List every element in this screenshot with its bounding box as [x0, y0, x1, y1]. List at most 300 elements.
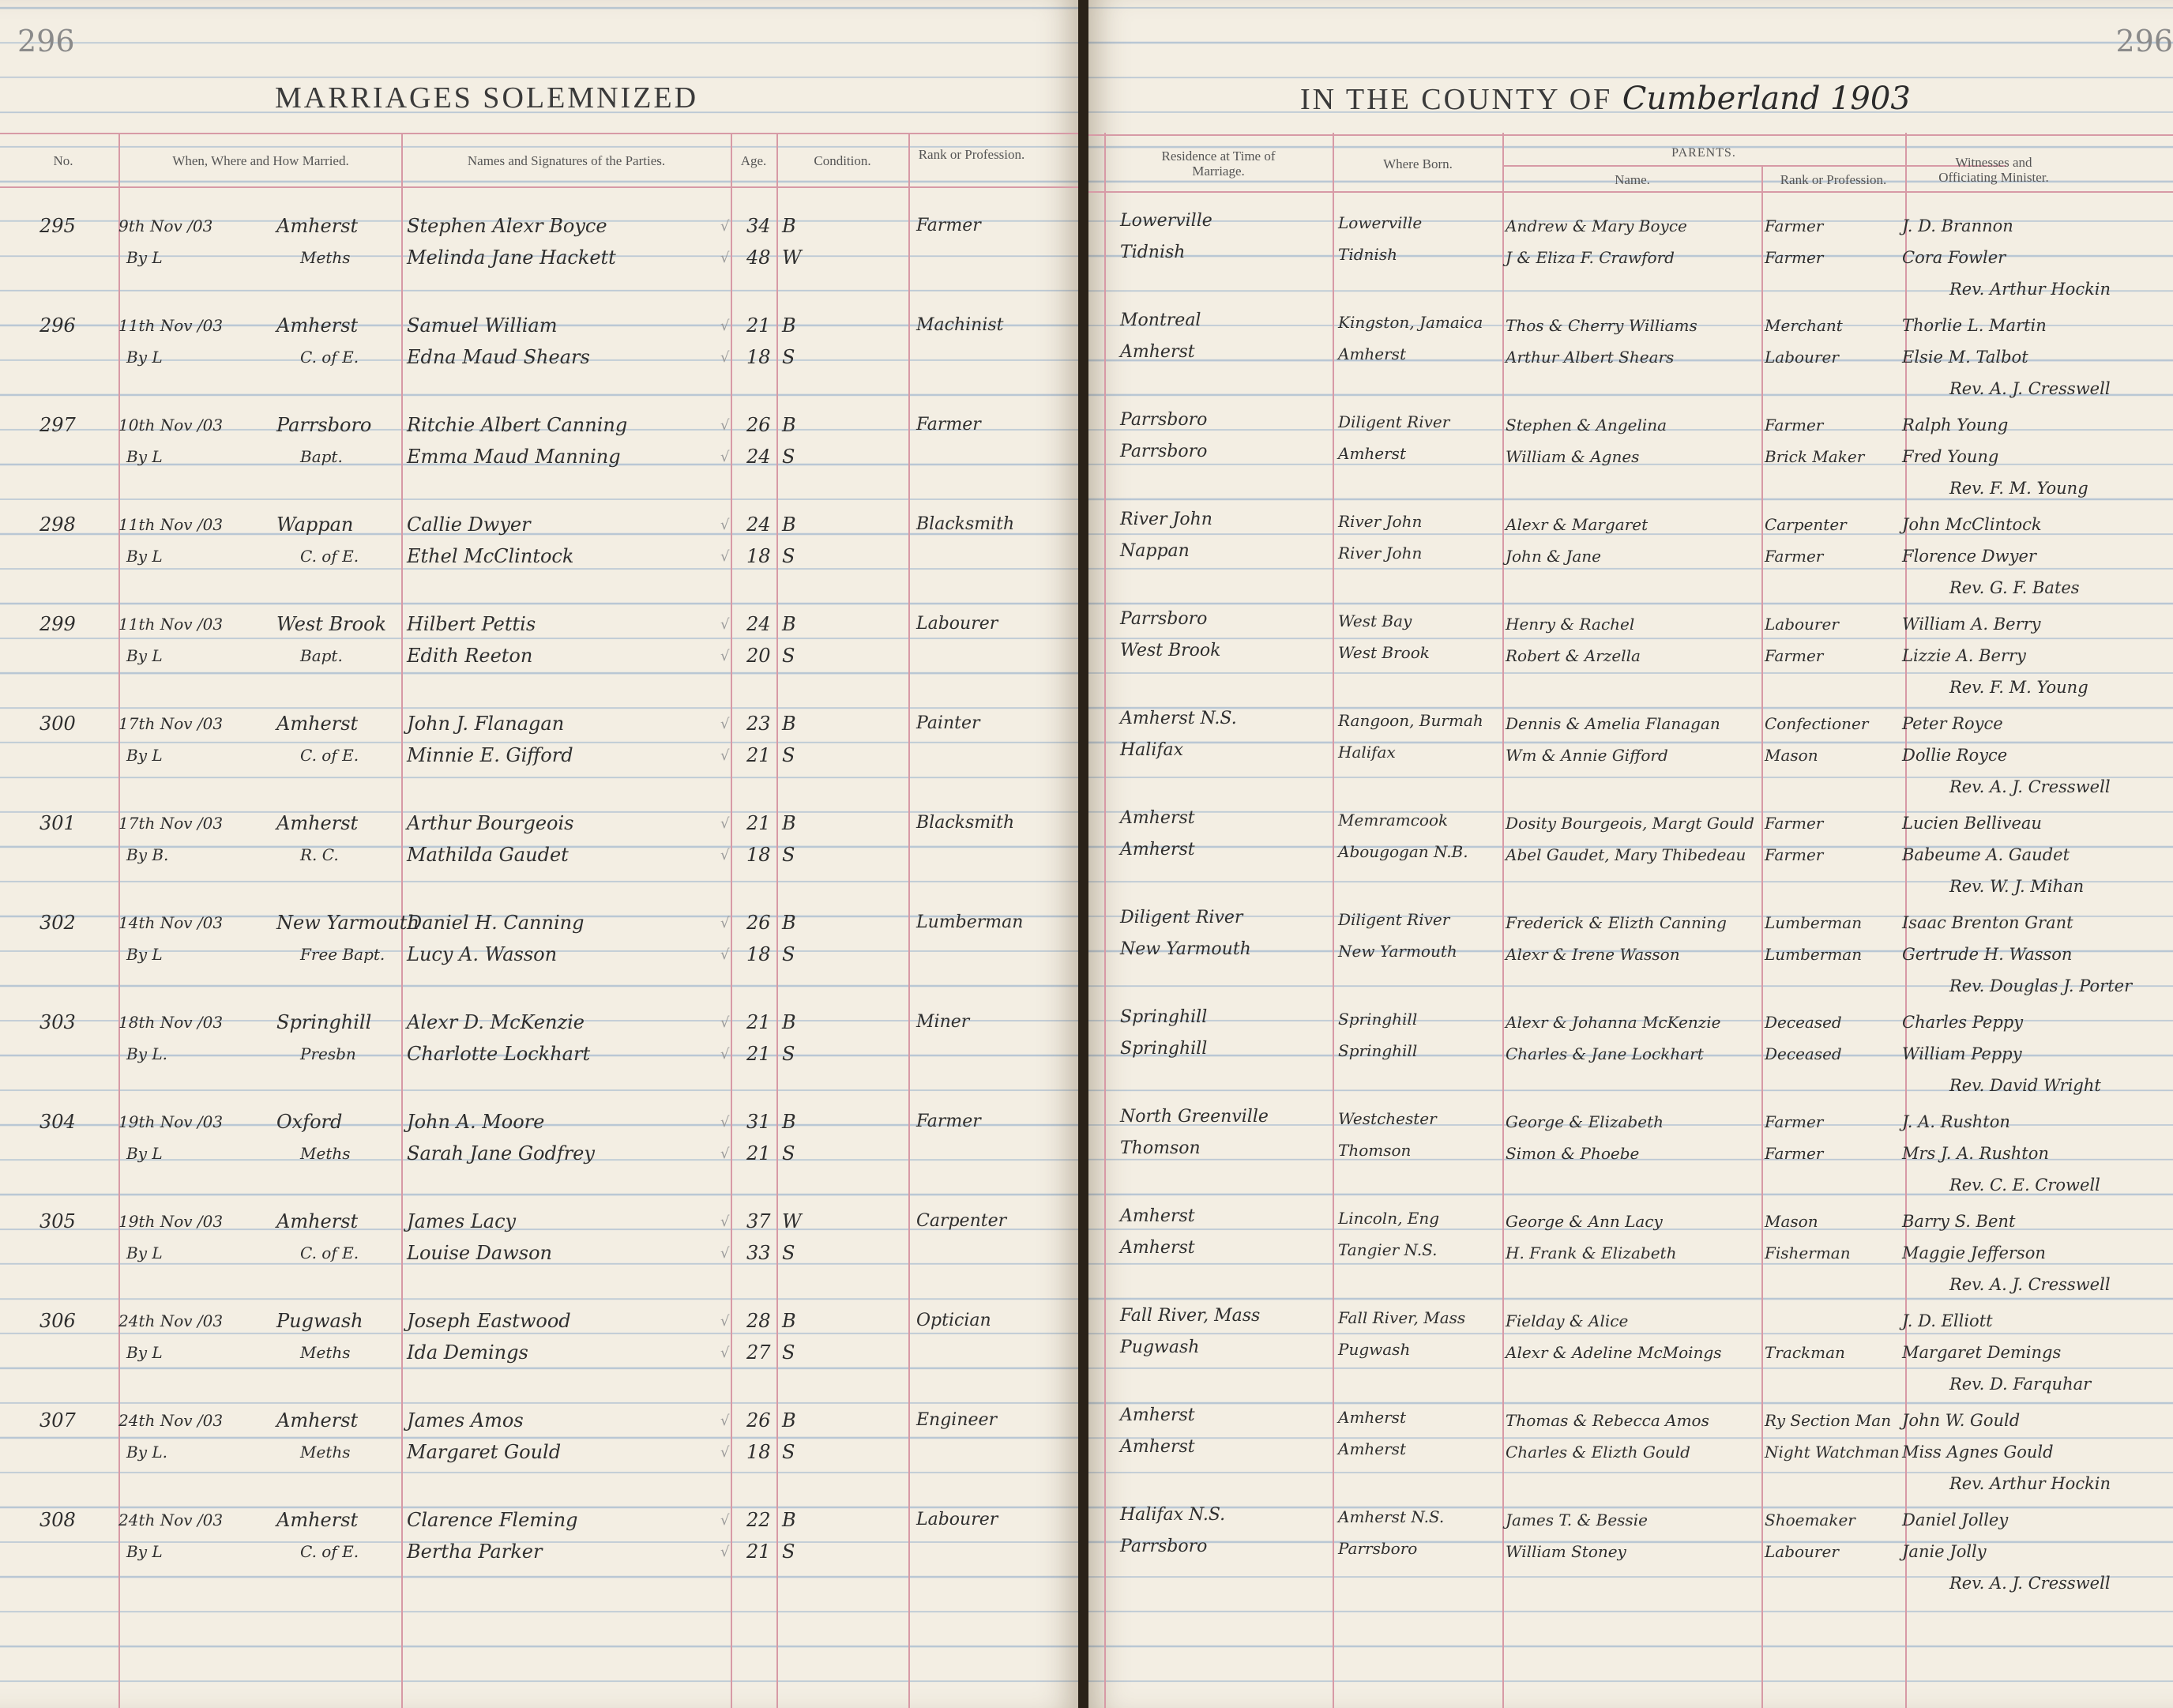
groom-condition: B	[782, 912, 796, 934]
groom-parents: Dennis & Amelia Flanagan	[1506, 714, 1720, 733]
denomination: Meths	[300, 1144, 351, 1163]
bride-name: Emma Maud Manning	[407, 446, 621, 468]
column-rule	[1761, 165, 1763, 1708]
check-mark: √	[720, 747, 730, 764]
groom-residence: Amherst	[1120, 1206, 1195, 1226]
bride-parents-rank: Labourer	[1765, 348, 1839, 367]
header-witnesses-text: Witnesses and Officiating Minister.	[1938, 155, 2049, 185]
groom-name: Clarence Fleming	[407, 1509, 578, 1531]
bride-name: Margaret Gould	[407, 1441, 562, 1463]
bride-parents-rank: Lumberman	[1765, 945, 1863, 964]
witness-one: Isaac Brenton Grant	[1902, 913, 2073, 932]
groom-birthplace: Rangoon, Burmah	[1338, 711, 1483, 730]
groom-condition: B	[782, 215, 796, 237]
groom-parents-rank: Confectioner	[1765, 714, 1869, 733]
check-mark: √	[720, 616, 730, 633]
bride-birthplace: Abougogan N.B.	[1338, 842, 1468, 861]
witness-two: Lizzie A. Berry	[1902, 646, 2026, 665]
bride-condition: S	[782, 346, 795, 368]
witness-two: Babeume A. Gaudet	[1902, 845, 2070, 864]
entry-number: 299	[39, 613, 76, 635]
bride-parents-rank: Night Watchman	[1765, 1443, 1900, 1462]
witness-one: Charles Peppy	[1902, 1013, 2024, 1032]
marriage-date: 19th Nov /03	[118, 1112, 224, 1131]
header-rank: Rank or Profession.	[918, 147, 1025, 162]
bride-residence: New Yarmouth	[1120, 939, 1251, 959]
bride-birthplace: Pugwash	[1338, 1340, 1411, 1359]
groom-residence: North Greenville	[1120, 1107, 1269, 1127]
officiating-minister: Rev. C. E. Crowell	[1949, 1176, 2100, 1194]
groom-name: Ritchie Albert Canning	[407, 414, 628, 436]
check-mark: √	[720, 815, 730, 832]
officiating-minister: Rev. David Wright	[1949, 1076, 2101, 1095]
officiating-minister: Rev. Douglas J. Porter	[1949, 976, 2133, 995]
groom-name: James Amos	[407, 1409, 524, 1431]
bride-parents-rank: Farmer	[1765, 845, 1824, 864]
bride-name: Minnie E. Gifford	[407, 744, 573, 766]
bride-birthplace: Parrsboro	[1338, 1539, 1418, 1558]
groom-name: John J. Flanagan	[407, 713, 565, 735]
bride-parents: Alexr & Adeline McMoings	[1506, 1343, 1722, 1362]
header-names: Names and Signatures of the Parties.	[467, 153, 666, 168]
header-bottom-rule	[1088, 191, 2173, 193]
groom-birthplace: Amherst N.S.	[1338, 1507, 1445, 1526]
check-mark: √	[720, 1444, 730, 1461]
license-type: By L	[126, 1144, 163, 1163]
groom-age: 34	[746, 215, 771, 237]
license-type: By L.	[126, 1443, 167, 1462]
groom-parents-rank: Farmer	[1765, 1112, 1824, 1131]
groom-parents-rank: Ry Section Man	[1765, 1411, 1892, 1430]
witness-one: Lucien Belliveau	[1902, 814, 2042, 833]
bride-birthplace: Thomson	[1338, 1141, 1412, 1160]
groom-parents: Dosity Bourgeois, Margt Gould	[1506, 814, 1754, 833]
marriage-date: 11th Nov /03	[118, 615, 224, 634]
license-type: By L	[126, 447, 163, 466]
check-mark: √	[720, 1114, 730, 1131]
groom-rank: Farmer	[916, 415, 981, 435]
denomination: Free Bapt.	[300, 945, 385, 964]
marriage-place: Amherst	[276, 1409, 359, 1431]
denomination: Bapt.	[300, 646, 343, 665]
column-rule	[1502, 133, 1504, 1708]
denomination: Presbn	[300, 1044, 356, 1063]
denomination: Meths	[300, 1343, 351, 1362]
marriage-date: 24th Nov /03	[118, 1411, 224, 1430]
check-mark: √	[720, 946, 730, 963]
bride-condition: S	[782, 844, 795, 866]
bride-residence: Thomson	[1120, 1138, 1201, 1158]
bride-condition: W	[782, 246, 802, 269]
groom-name: Alexr D. McKenzie	[407, 1011, 585, 1033]
header-condition: Condition.	[814, 153, 871, 168]
groom-rank: Machinist	[916, 315, 1004, 335]
groom-parents: Alexr & Margaret	[1506, 515, 1649, 534]
entry-number: 308	[39, 1509, 76, 1531]
officiating-minister: Rev. F. M. Young	[1949, 479, 2088, 498]
denomination: C. of E.	[300, 547, 359, 566]
denomination: R. C.	[300, 845, 339, 864]
check-mark: √	[720, 349, 730, 366]
header-top-rule	[0, 133, 1078, 134]
bride-residence: Springhill	[1120, 1039, 1208, 1059]
bride-age: 21	[746, 1142, 771, 1164]
officiating-minister: Rev. A. J. Cresswell	[1949, 777, 2111, 796]
witness-one: Daniel Jolley	[1902, 1510, 2009, 1529]
bride-birthplace: West Brook	[1338, 643, 1430, 662]
header-witnesses	[1907, 155, 2081, 185]
marriage-date: 19th Nov /03	[118, 1212, 224, 1231]
groom-parents: George & Ann Lacy	[1506, 1212, 1663, 1231]
column-rule	[1333, 133, 1334, 1708]
groom-birthplace: Amherst	[1338, 1408, 1406, 1427]
groom-residence: River John	[1120, 510, 1212, 529]
witness-two: Dollie Royce	[1902, 746, 2008, 765]
license-type: By L.	[126, 1044, 167, 1063]
groom-condition: B	[782, 1509, 796, 1531]
groom-residence: Fall River, Mass	[1120, 1306, 1261, 1326]
groom-parents: Fielday & Alice	[1506, 1311, 1629, 1330]
groom-rank: Blacksmith	[916, 813, 1015, 833]
bride-condition: S	[782, 1142, 795, 1164]
groom-birthplace: Diligent River	[1338, 412, 1450, 431]
groom-birthplace: Fall River, Mass	[1338, 1308, 1466, 1327]
bride-age: 21	[746, 744, 771, 766]
marriage-date: 11th Nov /03	[118, 316, 224, 335]
groom-parents: Andrew & Mary Boyce	[1506, 216, 1687, 235]
license-type: By L	[126, 547, 163, 566]
groom-parents-rank: Lumberman	[1765, 913, 1863, 932]
entry-number: 307	[39, 1409, 76, 1431]
groom-birthplace: Diligent River	[1338, 910, 1450, 929]
bride-parents-rank: Labourer	[1765, 1542, 1839, 1561]
marriage-date: 9th Nov /03	[118, 216, 213, 235]
check-mark: √	[720, 915, 730, 931]
check-mark: √	[720, 449, 730, 465]
header-parent-name: Name.	[1615, 172, 1650, 187]
denomination: Meths	[300, 1443, 351, 1462]
bride-residence: Parrsboro	[1120, 1537, 1208, 1556]
bride-name: Charlotte Lockhart	[407, 1043, 591, 1065]
bride-parents: William Stoney	[1506, 1542, 1626, 1561]
groom-condition: B	[782, 414, 796, 436]
groom-condition: B	[782, 613, 796, 635]
groom-parents-rank: Farmer	[1765, 814, 1824, 833]
groom-birthplace: West Bay	[1338, 611, 1412, 630]
witness-one: J. D. Elliott	[1902, 1311, 1993, 1330]
groom-birthplace: Lowerville	[1338, 213, 1423, 232]
bride-name: Ida Demings	[407, 1341, 528, 1364]
entry-number: 300	[39, 713, 76, 735]
bride-birthplace: Amherst	[1338, 444, 1406, 463]
left-page-number: 296	[17, 24, 75, 58]
groom-parents-rank: Shoemaker	[1765, 1510, 1855, 1529]
bride-parents: Robert & Arzella	[1506, 646, 1641, 665]
witness-one: J. A. Rushton	[1902, 1112, 2010, 1131]
groom-name: James Lacy	[407, 1210, 517, 1232]
entry-number: 303	[39, 1011, 76, 1033]
officiating-minister: Rev. A. J. Cresswell	[1949, 1275, 2111, 1294]
denomination: C. of E.	[300, 348, 359, 367]
entry-number: 306	[39, 1310, 76, 1332]
bride-parents: John & Jane	[1506, 547, 1601, 566]
witness-two: Mrs J. A. Rushton	[1902, 1144, 2049, 1163]
groom-birthplace: Springhill	[1338, 1010, 1418, 1029]
witness-one: William A. Berry	[1902, 615, 2041, 634]
bride-condition: S	[782, 1242, 795, 1264]
groom-parents: James T. & Bessie	[1506, 1510, 1648, 1529]
denomination: C. of E.	[300, 1243, 359, 1262]
bride-parents: Arthur Albert Shears	[1506, 348, 1675, 367]
bride-parents-rank: Mason	[1765, 746, 1818, 765]
groom-condition: W	[782, 1210, 802, 1232]
bride-parents-rank: Farmer	[1765, 1144, 1824, 1163]
check-mark: √	[720, 847, 730, 863]
entry-number: 295	[39, 215, 76, 237]
groom-name: Joseph Eastwood	[407, 1310, 571, 1332]
check-mark: √	[720, 1014, 730, 1031]
groom-residence: Diligent River	[1120, 908, 1243, 927]
bride-age: 48	[746, 246, 771, 269]
bride-parents: Wm & Annie Gifford	[1506, 746, 1668, 765]
groom-residence: Amherst	[1120, 808, 1195, 828]
groom-age: 31	[746, 1111, 771, 1133]
bride-condition: S	[782, 1441, 795, 1463]
witness-two: Gertrude H. Wasson	[1902, 945, 2073, 964]
witness-one: John W. Gould	[1902, 1411, 2021, 1430]
groom-residence: Montreal	[1120, 310, 1201, 330]
groom-condition: B	[782, 1111, 796, 1133]
entry-number: 297	[39, 414, 76, 436]
entry-number: 296	[39, 314, 76, 337]
marriage-date: 24th Nov /03	[118, 1510, 224, 1529]
groom-condition: B	[782, 314, 796, 337]
entry-number: 298	[39, 514, 76, 536]
witness-two: Elsie M. Talbot	[1902, 348, 2028, 367]
groom-residence: Halifax N.S.	[1120, 1505, 1226, 1525]
groom-rank: Farmer	[916, 1112, 981, 1131]
column-rule	[1104, 133, 1106, 1708]
groom-name: John A. Moore	[407, 1111, 545, 1133]
groom-parents: George & Elizabeth	[1506, 1112, 1664, 1131]
denomination: Meths	[300, 248, 351, 267]
column-rule	[776, 133, 778, 1708]
bride-parents-rank: Deceased	[1765, 1044, 1842, 1063]
witness-two: Janie Jolly	[1902, 1542, 1987, 1561]
bride-age: 18	[746, 844, 771, 866]
witness-two: Fred Young	[1902, 447, 1999, 466]
license-type: By L	[126, 746, 163, 765]
bride-age: 24	[746, 446, 771, 468]
bride-age: 18	[746, 545, 771, 567]
groom-age: 21	[746, 1011, 771, 1033]
bride-age: 21	[746, 1541, 771, 1563]
header-when: When, Where and How Married.	[172, 153, 349, 168]
header-residence	[1106, 149, 1331, 179]
groom-age: 21	[746, 314, 771, 337]
left-page-title: MARRIAGES SOLEMNIZED	[275, 81, 699, 115]
officiating-minister: Rev. Arthur Hockin	[1949, 280, 2111, 299]
groom-parents-rank: Mason	[1765, 1212, 1818, 1231]
header-top-rule	[1088, 134, 2173, 136]
bride-name: Edna Maud Shears	[407, 346, 590, 368]
license-type: By L	[126, 348, 163, 367]
bride-birthplace: Tangier N.S.	[1338, 1240, 1438, 1259]
bride-age: 21	[746, 1043, 771, 1065]
groom-age: 37	[746, 1210, 771, 1232]
bride-condition: S	[782, 943, 795, 965]
groom-residence: Parrsboro	[1120, 609, 1208, 629]
groom-parents-rank: Carpenter	[1765, 515, 1847, 534]
bride-name: Sarah Jane Godfrey	[407, 1142, 595, 1164]
groom-residence: Amherst	[1120, 1405, 1195, 1425]
groom-rank: Farmer	[916, 216, 981, 235]
groom-parents-rank: Deceased	[1765, 1013, 1842, 1032]
bride-residence: West Brook	[1120, 641, 1221, 660]
witness-two: Miss Agnes Gould	[1902, 1443, 2054, 1462]
marriage-place: Parrsboro	[276, 414, 372, 436]
groom-name: Callie Dwyer	[407, 514, 531, 536]
bride-residence: Tidnish	[1120, 243, 1186, 262]
bride-parents: J & Eliza F. Crawford	[1506, 248, 1675, 267]
witness-one: Barry S. Bent	[1902, 1212, 2016, 1231]
groom-age: 26	[746, 1409, 771, 1431]
groom-age: 24	[746, 514, 771, 536]
bride-name: Edith Reeton	[407, 645, 533, 667]
title-prefix: IN THE COUNTY OF	[1300, 83, 1613, 116]
bride-age: 33	[746, 1242, 771, 1264]
officiating-minister: Rev. D. Farquhar	[1949, 1375, 2092, 1394]
witness-one: J. D. Brannon	[1902, 216, 2013, 235]
groom-residence: Springhill	[1120, 1007, 1208, 1027]
entry-number: 301	[39, 812, 76, 834]
marriage-place: Wappan	[276, 514, 354, 536]
header-parents: PARENTS.	[1671, 146, 1736, 160]
bride-residence: Amherst	[1120, 840, 1195, 860]
groom-parents: Henry & Rachel	[1506, 615, 1635, 634]
marriage-place: Amherst	[276, 812, 359, 834]
check-mark: √	[720, 1313, 730, 1330]
bride-parents: Charles & Elizth Gould	[1506, 1443, 1690, 1462]
column-rule	[908, 133, 910, 1708]
license-type: By L	[126, 1243, 163, 1262]
bride-birthplace: Tidnish	[1338, 245, 1397, 264]
check-mark: √	[720, 1544, 730, 1560]
marriage-date: 11th Nov /03	[118, 515, 224, 534]
bride-parents-rank: Brick Maker	[1765, 447, 1865, 466]
check-mark: √	[720, 1245, 730, 1262]
column-rule	[731, 133, 732, 1708]
check-mark: √	[720, 318, 730, 334]
bride-condition: S	[782, 1341, 795, 1364]
license-type: By L	[126, 248, 163, 267]
groom-rank: Labourer	[916, 1510, 998, 1529]
check-mark: √	[720, 1213, 730, 1230]
register-year: 1903	[1829, 81, 1911, 117]
bride-parents: William & Agnes	[1506, 447, 1640, 466]
groom-parents: Alexr & Johanna McKenzie	[1506, 1013, 1721, 1032]
bride-name: Lucy A. Wasson	[407, 943, 558, 965]
groom-condition: B	[782, 1011, 796, 1033]
marriage-place: Amherst	[276, 314, 359, 337]
marriage-place: Amherst	[276, 1210, 359, 1232]
marriage-date: 18th Nov /03	[118, 1013, 224, 1032]
groom-parents: Thomas & Rebecca Amos	[1506, 1411, 1709, 1430]
bride-condition: S	[782, 1541, 795, 1563]
bride-name: Bertha Parker	[407, 1541, 543, 1563]
bride-parents-rank: Farmer	[1765, 646, 1824, 665]
bride-parents: H. Frank & Elizabeth	[1506, 1243, 1677, 1262]
groom-age: 23	[746, 713, 771, 735]
entry-number: 305	[39, 1210, 76, 1232]
marriage-place: Springhill	[276, 1011, 372, 1033]
header-residence-text: Residence at Time of Marriage.	[1161, 149, 1276, 179]
bride-condition: S	[782, 446, 795, 468]
groom-rank: Blacksmith	[916, 514, 1015, 534]
bride-name: Ethel McClintock	[407, 545, 574, 567]
check-mark: √	[720, 218, 730, 235]
entry-number: 302	[39, 912, 76, 934]
witness-one: Thorlie L. Martin	[1902, 316, 2047, 335]
marriage-date: 17th Nov /03	[118, 714, 224, 733]
groom-birthplace: Memramcook	[1338, 811, 1449, 830]
county-name: Cumberland	[1622, 81, 1821, 117]
left-register-page	[0, 0, 1078, 1708]
officiating-minister: Rev. W. J. Mihan	[1949, 877, 2085, 896]
bride-age: 18	[746, 346, 771, 368]
groom-rank: Painter	[916, 713, 980, 733]
marriage-date: 17th Nov /03	[118, 814, 224, 833]
groom-rank: Miner	[916, 1012, 970, 1032]
check-mark: √	[720, 716, 730, 732]
bride-residence: Amherst	[1120, 342, 1195, 362]
groom-residence: Amherst N.S.	[1120, 709, 1237, 728]
right-page-title	[1300, 81, 1911, 117]
check-mark: √	[720, 517, 730, 533]
bride-name: Mathilda Gaudet	[407, 844, 569, 866]
groom-birthplace: Kingston, Jamaica	[1338, 313, 1483, 332]
bride-residence: Parrsboro	[1120, 442, 1208, 461]
bride-birthplace: River John	[1338, 544, 1423, 562]
bride-parents: Charles & Jane Lockhart	[1506, 1044, 1704, 1063]
witness-one: Peter Royce	[1902, 714, 2003, 733]
groom-condition: B	[782, 1310, 796, 1332]
witness-two: Cora Fowler	[1902, 248, 2006, 267]
groom-parents-rank: Farmer	[1765, 216, 1824, 235]
groom-condition: B	[782, 713, 796, 735]
header-no: No.	[53, 153, 73, 168]
groom-age: 26	[746, 912, 771, 934]
groom-age: 21	[746, 812, 771, 834]
groom-parents: Frederick & Elizth Canning	[1506, 913, 1727, 932]
bride-residence: Pugwash	[1120, 1337, 1200, 1357]
marriage-place: West Brook	[276, 613, 387, 635]
bride-birthplace: Springhill	[1338, 1041, 1418, 1060]
bride-condition: S	[782, 545, 795, 567]
witness-two: Margaret Demings	[1902, 1343, 2062, 1362]
denomination: C. of E.	[300, 746, 359, 765]
groom-age: 24	[746, 613, 771, 635]
groom-rank: Labourer	[916, 614, 998, 634]
bride-birthplace: New Yarmouth	[1338, 942, 1457, 961]
bride-birthplace: Halifax	[1338, 743, 1396, 762]
header-parent-rank: Rank or Profession.	[1780, 172, 1887, 187]
bride-name: Louise Dawson	[407, 1242, 552, 1264]
groom-parents: Stephen & Angelina	[1506, 416, 1667, 435]
groom-parents-rank: Labourer	[1765, 615, 1839, 634]
groom-rank: Engineer	[916, 1410, 998, 1430]
groom-name: Arthur Bourgeois	[407, 812, 574, 834]
